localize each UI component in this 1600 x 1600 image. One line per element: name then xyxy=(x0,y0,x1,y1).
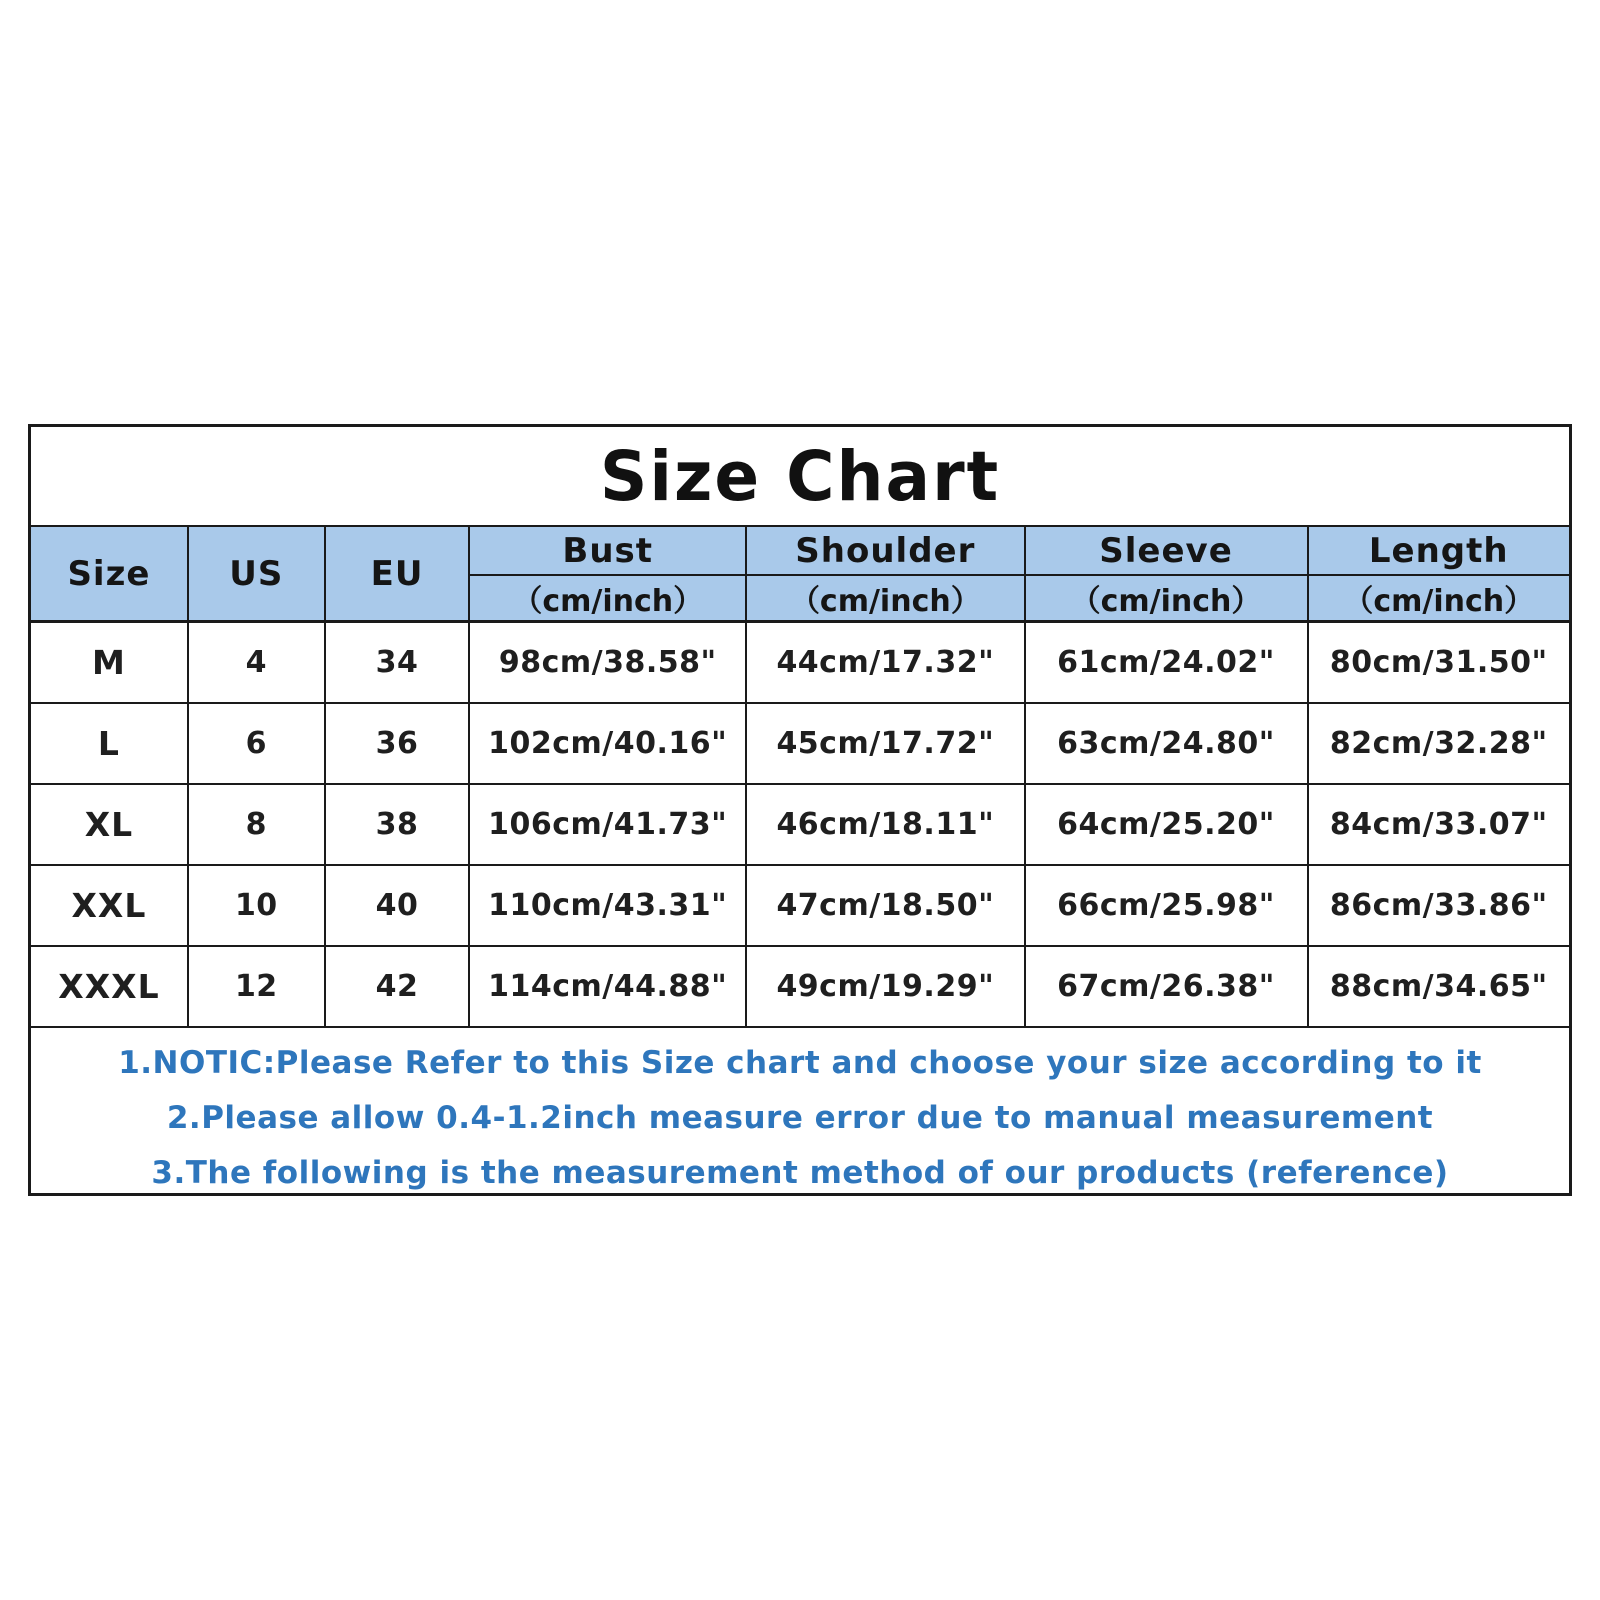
note-line-2: 2.Please allow 0.4-1.2inch measure error due to manual measurement xyxy=(166,1099,1434,1136)
cell-size: XL xyxy=(31,784,188,865)
table-row-xxxl xyxy=(31,946,1569,1027)
column-header-eu: EU xyxy=(325,526,470,622)
cell-bust: 106cm/41.73" xyxy=(469,784,746,865)
table-row-l xyxy=(31,703,1569,784)
note-line-3: 3.The following is the measurement method of our products (reference) xyxy=(151,1154,1449,1191)
cell-size: M xyxy=(31,622,188,703)
table-row-xxl xyxy=(31,865,1569,946)
cell-eu: 34 xyxy=(325,622,470,703)
column-subheader-length: （cm/inch） xyxy=(1308,575,1570,622)
table-body xyxy=(31,622,1569,1027)
cell-size: XXL xyxy=(31,865,188,946)
note-line-1: 1.NOTIC:Please Refer to this Size chart and choose your size according to it xyxy=(118,1044,1482,1081)
cell-us: 4 xyxy=(188,622,325,703)
cell-sleeve: 63cm/24.80" xyxy=(1025,703,1308,784)
table-header xyxy=(31,526,1569,622)
cell-us: 6 xyxy=(188,703,325,784)
cell-shoulder: 44cm/17.32" xyxy=(746,622,1024,703)
cell-size: XXXL xyxy=(31,946,188,1027)
column-header-bust: Bust xyxy=(469,526,746,575)
column-header-size: Size xyxy=(31,526,188,622)
table-row-xl xyxy=(31,784,1569,865)
column-subheader-shoulder: （cm/inch） xyxy=(746,575,1024,622)
cell-shoulder: 49cm/19.29" xyxy=(746,946,1024,1027)
column-subheader-bust: （cm/inch） xyxy=(469,575,746,622)
cell-length: 80cm/31.50" xyxy=(1308,622,1570,703)
cell-shoulder: 46cm/18.11" xyxy=(746,784,1024,865)
table-row-m xyxy=(31,622,1569,703)
cell-us: 10 xyxy=(188,865,325,946)
cell-shoulder: 47cm/18.50" xyxy=(746,865,1024,946)
cell-bust: 102cm/40.16" xyxy=(469,703,746,784)
title-row xyxy=(31,427,1569,525)
column-subheader-sleeve: （cm/inch） xyxy=(1025,575,1308,622)
size-chart-table xyxy=(31,525,1569,1028)
cell-sleeve: 66cm/25.98" xyxy=(1025,865,1308,946)
column-header-length: Length xyxy=(1308,526,1570,575)
cell-length: 86cm/33.86" xyxy=(1308,865,1570,946)
cell-size: L xyxy=(31,703,188,784)
page-title: Size Chart xyxy=(599,435,1001,517)
cell-shoulder: 45cm/17.72" xyxy=(746,703,1024,784)
cell-length: 88cm/34.65" xyxy=(1308,946,1570,1027)
cell-bust: 98cm/38.58" xyxy=(469,622,746,703)
size-chart-panel xyxy=(28,424,1572,1196)
cell-length: 82cm/32.28" xyxy=(1308,703,1570,784)
cell-us: 8 xyxy=(188,784,325,865)
cell-bust: 110cm/43.31" xyxy=(469,865,746,946)
cell-length: 84cm/33.07" xyxy=(1308,784,1570,865)
notes-section xyxy=(31,1028,1569,1194)
cell-bust: 114cm/44.88" xyxy=(469,946,746,1027)
column-header-shoulder: Shoulder xyxy=(746,526,1024,575)
header-row-main xyxy=(31,526,1569,575)
cell-eu: 38 xyxy=(325,784,470,865)
cell-eu: 42 xyxy=(325,946,470,1027)
cell-sleeve: 61cm/24.02" xyxy=(1025,622,1308,703)
cell-eu: 40 xyxy=(325,865,470,946)
cell-sleeve: 67cm/26.38" xyxy=(1025,946,1308,1027)
cell-sleeve: 64cm/25.20" xyxy=(1025,784,1308,865)
column-header-sleeve: Sleeve xyxy=(1025,526,1308,575)
column-header-us: US xyxy=(188,526,325,622)
cell-eu: 36 xyxy=(325,703,470,784)
cell-us: 12 xyxy=(188,946,325,1027)
